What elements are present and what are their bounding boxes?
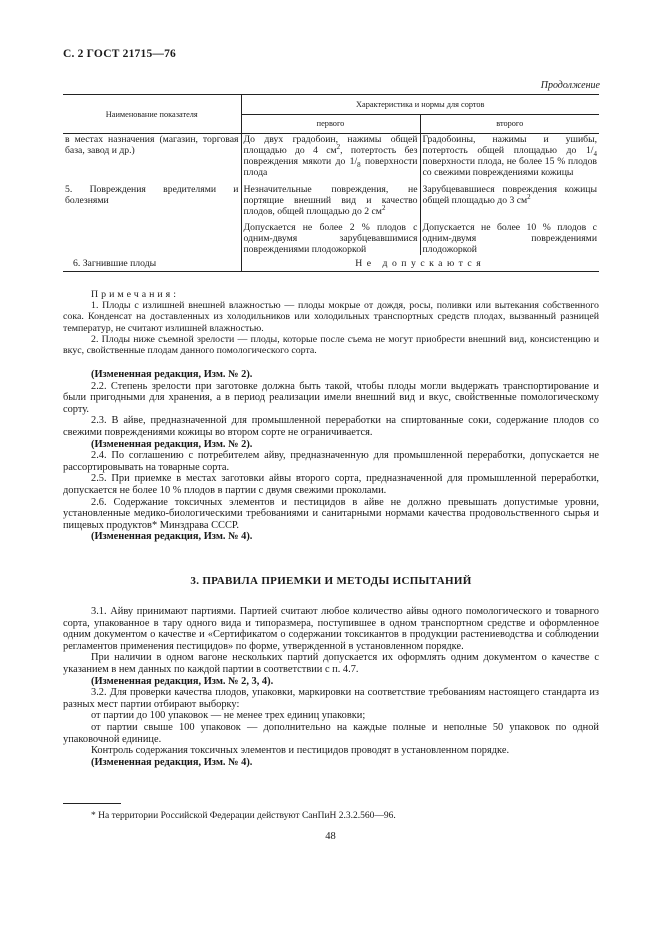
amendment-note: (Измененная редакция, Изм. № 2, 3, 4). xyxy=(91,675,274,687)
table-notes xyxy=(63,289,599,356)
notes-title: Примечания: xyxy=(91,289,179,300)
col-header-first: первого xyxy=(241,114,420,134)
footnote-divider xyxy=(63,803,121,804)
section-3-body xyxy=(63,606,599,768)
note-1: 1. Плоды с излишней внешней влажностью — плоды мокрые от дождя, росы, поливки или вытекания собственного сока. Конденсат на доставленных из холодильников или холодильных транспортных средств плодах, вызванный разницей температур, не считают излишней влажностью. xyxy=(63,300,599,334)
row-name: 6. Загнившие плоды xyxy=(63,255,241,272)
amendment-note: (Измененная редакция, Изм. № 2). xyxy=(91,438,253,450)
amendment-note: (Измененная редакция, Изм. № 4). xyxy=(91,756,253,768)
amendment-note: (Измененная редакция, Изм. № 2). xyxy=(91,369,253,380)
table-row xyxy=(63,134,599,179)
col-header-characteristics: Характеристика и нормы для сортов xyxy=(241,95,599,115)
row-first-grade: Незначительные повреждения, не портящие внешний вид и качество плодов, общей площадью до 2 $см^2$ xyxy=(241,184,420,222)
amendment-note: (Измененная редакция, Изм. № 4). xyxy=(91,531,253,543)
table-header-row xyxy=(63,95,599,115)
paragraph-3-2-a: от партии до 100 упаковок — не менее трех единиц упаковки; xyxy=(91,710,366,722)
paragraph-2-2: 2.2. Степень зрелости при заготовке должна быть такой, чтобы плоды могли выдержать транспортирование и были пригодными для хранения, а в период реализации имели внешний вид и вкус, свойственные помологическому сорту. xyxy=(63,380,599,415)
page-number: 48 xyxy=(325,831,336,842)
row-name: в местах назначения (магазин, торговая база, завод и др.) xyxy=(63,134,241,179)
row-second-grade: Градобоины, нажимы и ушибы, потертость общей площадью до $1/_4$ поверхности плода, не более 15 % плодов со свежими повреждениями кожицы xyxy=(422,134,597,178)
paragraph-3-2: 3.2. Для проверки качества плодов, упаковки, маркировки на соответствие требованиям настоящего стандарта из разных мест партии отбирают выборку: xyxy=(63,687,599,710)
page-header: С. 2 ГОСТ 21715—76 xyxy=(63,48,176,60)
paragraph-2-3: 2.3. В айве, предназначенной для промышленной переработки на спиртованные соки, содержание плодов со свежими повреждениями кожицы во втором сорте не ограничивается. xyxy=(63,415,599,438)
paragraph-2-5: 2.5. При приемке в местах заготовки айвы второго сорта, предназначенной для промышленной переработки, допускается не более 10 % плодов в партии с двумя свежими проколами. xyxy=(63,473,599,496)
row-first-grade: До двух градобоин, нажимы общей площадью до 4 $см^2$, потертость без повреждения мякоти до $1/_8$ поверхности плода xyxy=(241,134,420,179)
continuation-label: Продолжение xyxy=(540,80,600,91)
table-row xyxy=(63,184,599,222)
paragraph-2-6: 2.6. Содержание токсичных элементов и пестицидов в айве не должно превышать допустимые уровни, установленные медико-биологическими требованиями и санитарными нормами качества продовольственного сырья и пищевых продуктов* Минздрава СССР. xyxy=(63,496,599,531)
section-2-continuation xyxy=(63,369,599,543)
row-second-grade: Допускается не более 10 % плодов с одним-двумя повреждениями плодожоркой xyxy=(422,222,597,255)
row-first-grade: Допускается не более 2 % плодов с одним-двумя зарубцевавшимися повреждениями плодожоркой xyxy=(241,222,420,255)
row-merged-value: Не допускаются xyxy=(241,255,599,272)
row-second-grade: Зарубцевавшиеся повреждения кожицы общей площадью до 3 $см^2$ xyxy=(422,184,597,206)
row-name: 5. Повреждения вредителями и болезнями xyxy=(63,184,241,255)
paragraph-2-4: 2.4. По соглашению с потребителем айву, предназначенную для промышленной переработки, допускается не рассортировывать на товарные сорта. xyxy=(63,450,599,473)
section-3-title: 3. ПРАВИЛА ПРИЕМКИ И МЕТОДЫ ИСПЫТАНИЙ xyxy=(190,575,472,587)
col-header-name: Наименование показателя xyxy=(63,95,241,134)
paragraph-3-2-b: от партии свыше 100 упаковок — дополнительно на каждые полные и неполные 50 упаковок по одной упаковочной единице. xyxy=(63,721,599,745)
paragraph-3-2-c: Контроль содержания токсичных элементов и пестицидов проводят в установленном порядке. xyxy=(91,745,510,757)
paragraph-3-1: 3.1. Айву принимают партиями. Партией считают любое количество айвы одного помологического и товарного сорта, упакованное в тару одного вида и типоразмера, поступившее в одном транспортном средстве и оформленное одним документом о качестве и «Сертификатом о содержании токсикантов в продукции растениеводства и соблюдении регламентов применения пестицидов» по форме, утвержденной в установленном порядке. xyxy=(63,606,599,652)
table-row xyxy=(63,255,599,272)
col-header-second: второго xyxy=(420,114,599,134)
specification-table xyxy=(63,94,599,272)
paragraph-3-1-b: При наличии в одном вагоне нескольких партий допускается их оформлять одним документом о качестве с указанием в нем данных по каждой партии в соответствии с п. 4.7. xyxy=(63,652,599,675)
footnote: * На территории Российской Федерации действуют СанПиН 2.3.2.560—96. xyxy=(91,811,396,821)
note-2: 2. Плоды ниже съемной зрелости — плоды, которые после съема не могут приобрести внешний вид, консистенцию и вкус, свойственные плодам данного помологического сорта. xyxy=(63,333,599,357)
